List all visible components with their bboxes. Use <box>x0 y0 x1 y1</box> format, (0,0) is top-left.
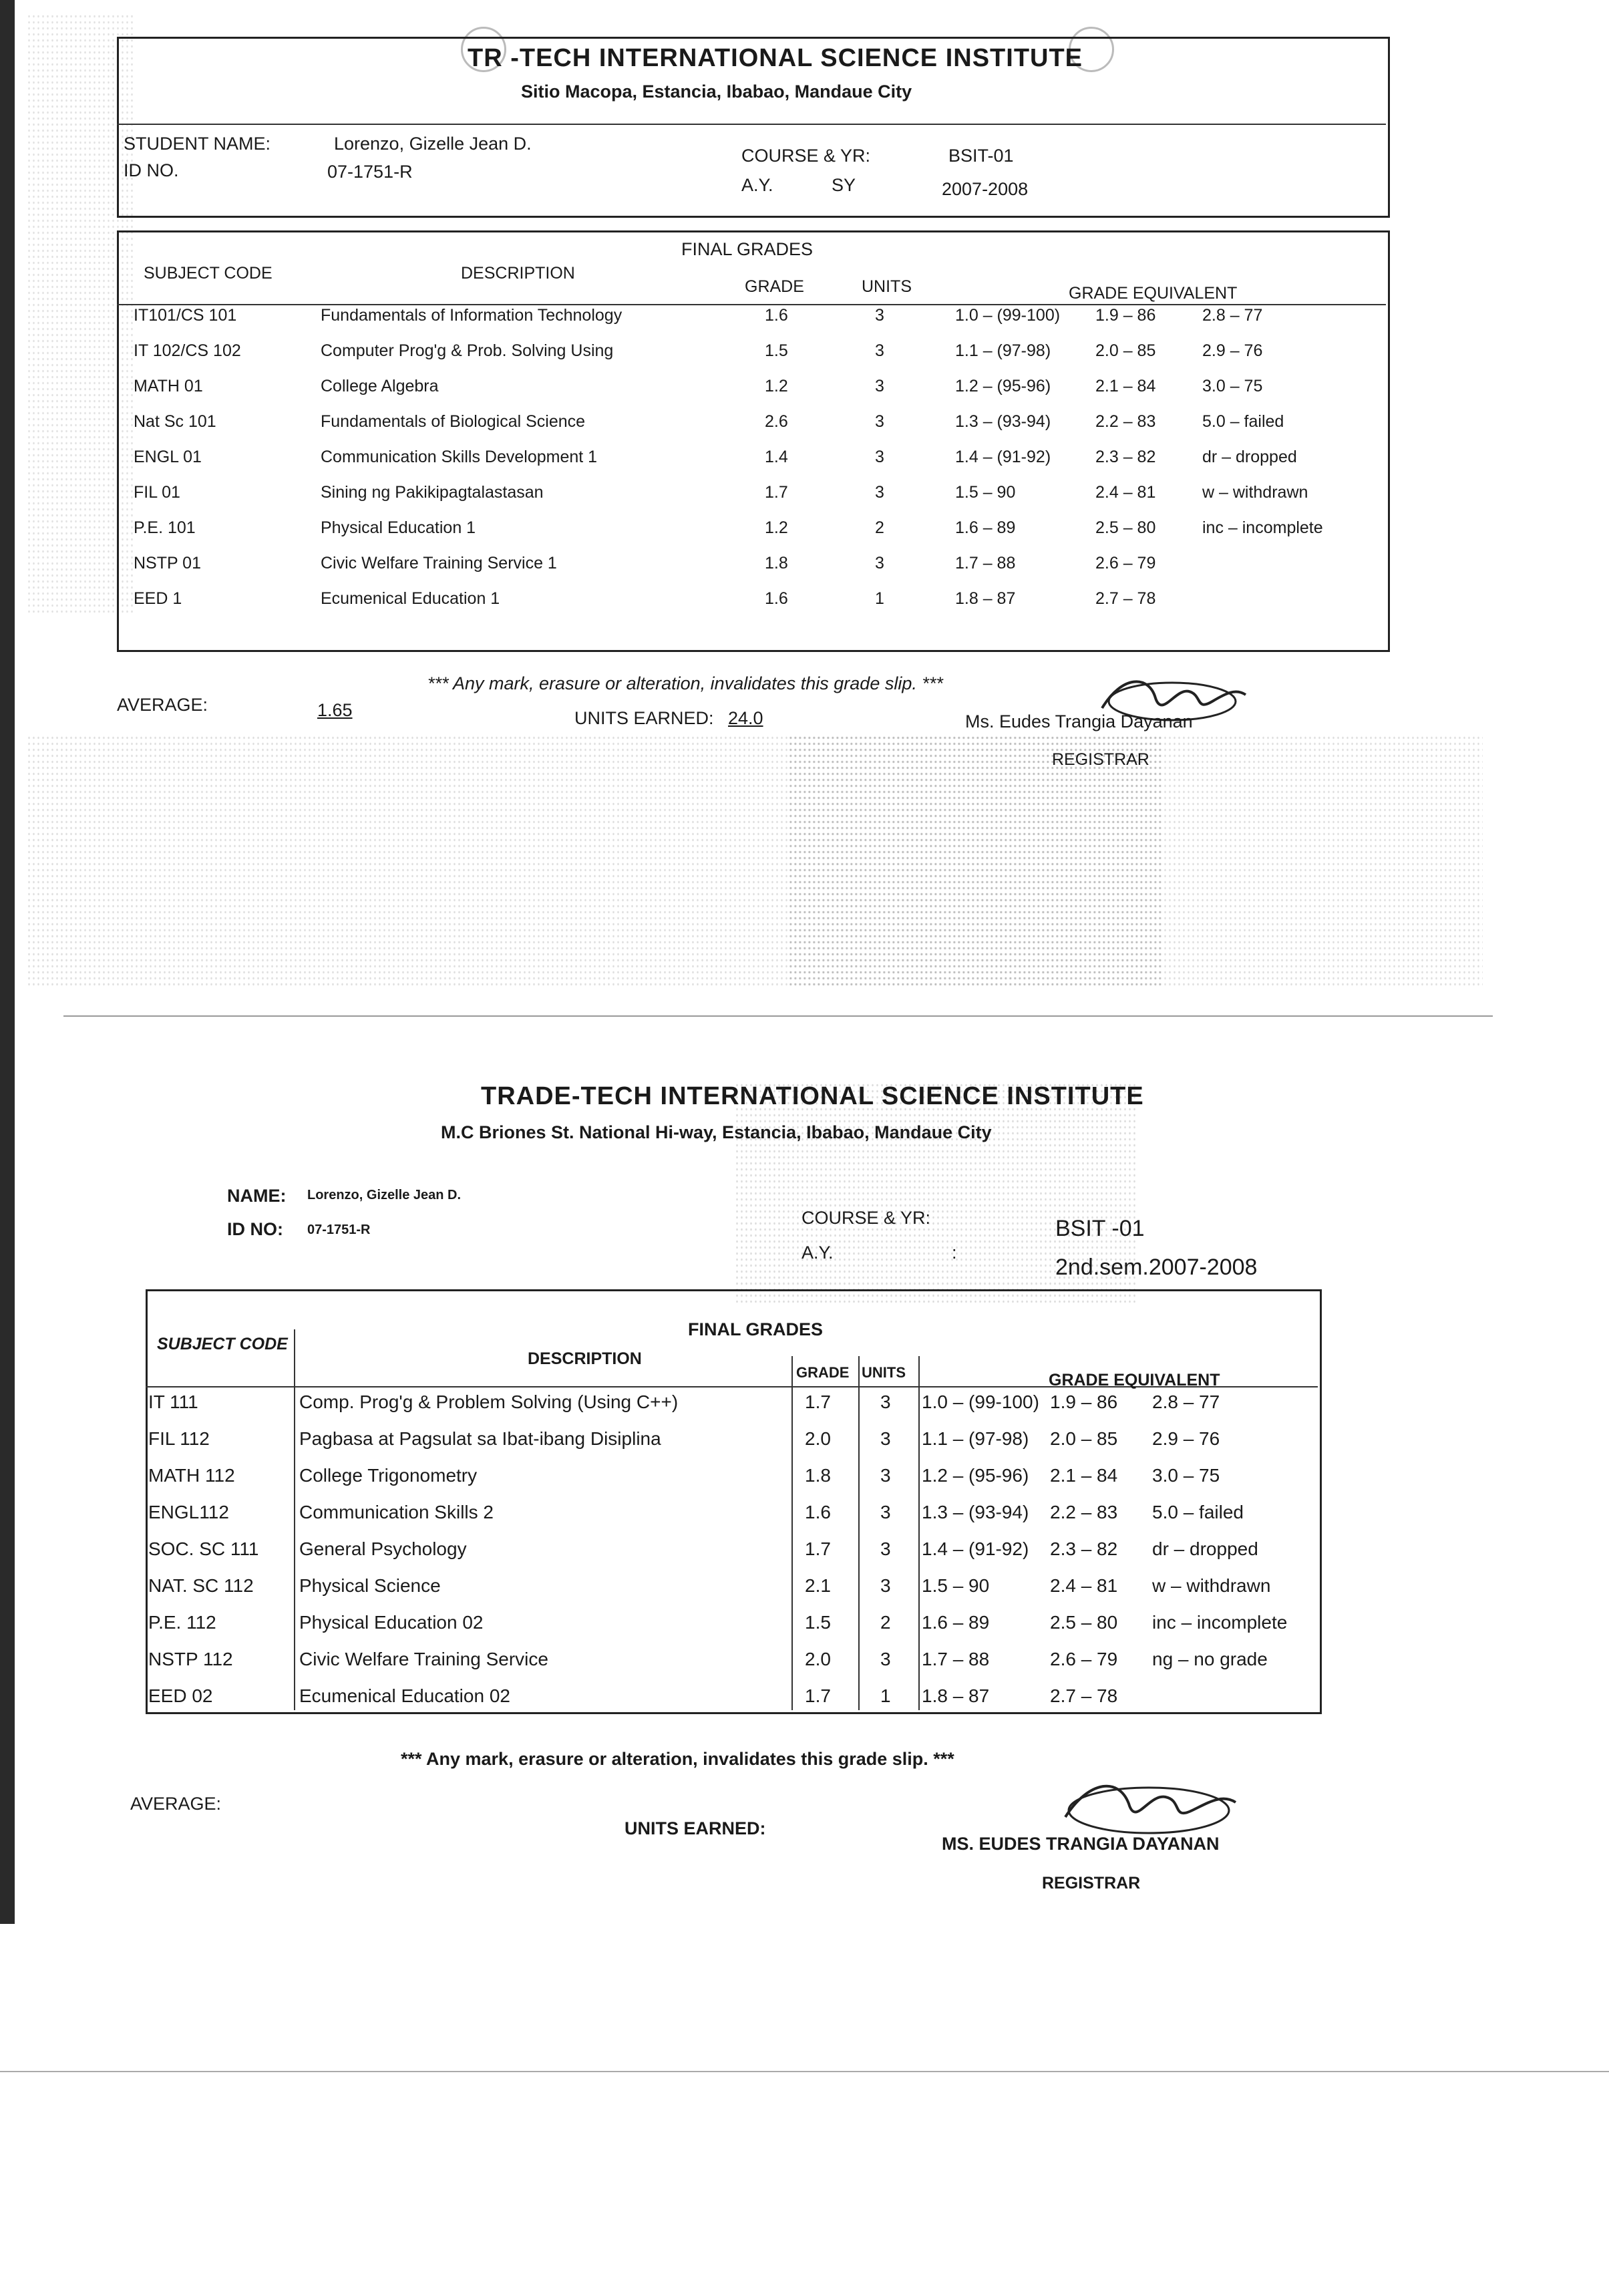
slip2-ay-label: A.Y. <box>801 1243 834 1263</box>
slip1-col-grade: GRADE <box>745 277 804 296</box>
cell-units: 3 <box>880 1465 891 1486</box>
slip1-course-label: COURSE & YR: <box>741 146 871 166</box>
cell-grade: 1.6 <box>805 1502 831 1522</box>
cell-eq3: w – withdrawn <box>1202 483 1308 502</box>
cell-eq2: 2.0 – 85 <box>1095 341 1156 360</box>
cell-eq1: 1.8 – 87 <box>955 589 1016 608</box>
cell-eq1: 1.4 – (91-92) <box>922 1538 1029 1559</box>
cell-grade: 2.6 <box>765 412 788 431</box>
slip1-ay-label: A.Y. <box>741 175 773 195</box>
cell-grade: 2.0 <box>805 1428 831 1449</box>
cell-grade: 1.6 <box>765 589 788 608</box>
cell-units: 3 <box>875 341 884 360</box>
fold-line <box>63 1015 1493 1017</box>
cell-eq1: 1.7 – 88 <box>955 554 1016 572</box>
cell-desc: Physical Science <box>299 1575 441 1596</box>
cell-eq2: 2.6 – 79 <box>1095 554 1156 572</box>
cell-code: IT 111 <box>148 1391 198 1412</box>
cell-units: 2 <box>880 1612 891 1633</box>
cell-desc: Civic Welfare Training Service <box>299 1649 548 1669</box>
slip1-col-units: UNITS <box>862 277 912 296</box>
cell-desc: Communication Skills Development 1 <box>321 448 598 466</box>
cell-eq3: ng – no grade <box>1152 1649 1268 1669</box>
cell-eq2: 1.9 – 86 <box>1050 1391 1118 1412</box>
cell-eq2: 2.6 – 79 <box>1050 1649 1118 1669</box>
cell-units: 1 <box>875 589 884 608</box>
cell-desc: Physical Education 02 <box>299 1612 484 1633</box>
cell-eq3: dr – dropped <box>1152 1538 1258 1559</box>
cell-units: 3 <box>880 1649 891 1669</box>
slip1-school-name: TR -TECH INTERNATIONAL SCIENCE INSTITUTE <box>468 44 1083 72</box>
slip2-course-label: COURSE & YR: <box>801 1208 931 1228</box>
page-bottom-edge <box>0 2071 1609 2072</box>
cell-eq2: 2.7 – 78 <box>1095 589 1156 608</box>
slip2-col-description: DESCRIPTION <box>528 1349 642 1368</box>
cell-eq3: inc – incomplete <box>1152 1612 1288 1633</box>
cell-eq3: w – withdrawn <box>1152 1575 1271 1596</box>
slip1-id-value: 07-1751-R <box>327 162 413 182</box>
cell-eq1: 1.8 – 87 <box>922 1685 990 1706</box>
slip2-col-subject-code: SUBJECT CODE <box>157 1335 288 1353</box>
cell-desc: Civic Welfare Training Service 1 <box>321 554 557 572</box>
cell-grade: 1.5 <box>765 341 788 360</box>
slip1-student-name: Lorenzo, Gizelle Jean D. <box>334 134 532 154</box>
cell-desc: General Psychology <box>299 1538 467 1559</box>
cell-code: ENGL112 <box>148 1502 229 1522</box>
cell-units: 3 <box>875 412 884 431</box>
cell-desc: Computer Prog'g & Prob. Solving Using <box>321 341 614 360</box>
cell-code: P.E. 101 <box>134 518 196 537</box>
cell-eq1: 1.1 – (97-98) <box>922 1428 1029 1449</box>
slip1-units-earned-value: 24.0 <box>728 708 763 728</box>
slip2-col-units: UNITS <box>862 1364 906 1381</box>
slip2-col-divider <box>791 1356 793 1710</box>
cell-code: Nat Sc 101 <box>134 412 216 431</box>
slip2-id-label: ID NO: <box>227 1219 283 1239</box>
cell-grade: 2.0 <box>805 1649 831 1669</box>
cell-units: 1 <box>880 1685 891 1706</box>
cell-eq1: 1.2 – (95-96) <box>922 1465 1029 1486</box>
cell-code: ENGL 01 <box>134 448 202 466</box>
slip2-ay-value: 2nd.sem.2007-2008 <box>1055 1255 1258 1280</box>
cell-eq3: 3.0 – 75 <box>1202 377 1263 395</box>
slip2-school-name: TRADE-TECH INTERNATIONAL SCIENCE INSTITUTE <box>481 1082 1144 1110</box>
slip1-average-label: AVERAGE: <box>117 695 208 715</box>
cell-desc: Comp. Prog'g & Problem Solving (Using C++) <box>299 1391 679 1412</box>
cell-eq1: 1.3 – (93-94) <box>922 1502 1029 1522</box>
cell-desc: Ecumenical Education 1 <box>321 589 500 608</box>
cell-eq2: 2.1 – 84 <box>1095 377 1156 395</box>
slip1-student-name-label: STUDENT NAME: <box>124 134 271 154</box>
cell-grade: 1.7 <box>765 483 788 502</box>
cell-code: SOC. SC 111 <box>148 1538 259 1559</box>
slip1-final-grades-label: FINAL GRADES <box>681 239 814 259</box>
slip1-registrar-title: REGISTRAR <box>1052 750 1149 769</box>
cell-units: 3 <box>880 1575 891 1596</box>
cell-eq1: 1.5 – 90 <box>955 483 1016 502</box>
cell-units: 3 <box>880 1538 891 1559</box>
cell-eq2: 2.1 – 84 <box>1050 1465 1118 1486</box>
slip1-col-description: DESCRIPTION <box>461 264 575 283</box>
scan-noise <box>27 735 1483 989</box>
cell-code: IT101/CS 101 <box>134 306 237 325</box>
cell-eq2: 2.2 – 83 <box>1050 1502 1118 1522</box>
cell-units: 3 <box>875 554 884 572</box>
cell-desc: Sining ng Pakikipagtalastasan <box>321 483 544 502</box>
cell-code: FIL 01 <box>134 483 180 502</box>
slip2-registrar-title: REGISTRAR <box>1042 1874 1141 1893</box>
cell-grade: 2.1 <box>805 1575 831 1596</box>
slip2-final-grades-label: FINAL GRADES <box>688 1319 824 1339</box>
cell-code: FIL 112 <box>148 1428 210 1449</box>
cell-desc: Pagbasa at Pagsulat sa Ibat-ibang Disiplina <box>299 1428 661 1449</box>
cell-desc: College Algebra <box>321 377 439 395</box>
cell-eq3: 2.9 – 76 <box>1152 1428 1220 1449</box>
cell-grade: 1.7 <box>805 1391 831 1412</box>
slip2-registrar-name: MS. EUDES TRANGIA DAYANAN <box>942 1834 1220 1854</box>
slip1-col-grade-equivalent: GRADE EQUIVALENT <box>1069 284 1238 303</box>
cell-code: EED 02 <box>148 1685 213 1706</box>
cell-code: MATH 112 <box>148 1465 235 1486</box>
cell-code: IT 102/CS 102 <box>134 341 241 360</box>
slip2-ay-colon: : <box>952 1243 957 1263</box>
slip2-col-grade-equivalent: GRADE EQUIVALENT <box>1049 1371 1220 1389</box>
cell-eq1: 1.1 – (97-98) <box>955 341 1051 360</box>
cell-code: MATH 01 <box>134 377 203 395</box>
slip1-registrar-name: Ms. Eudes Trangia Dayanan <box>965 711 1193 731</box>
cell-eq2: 2.3 – 82 <box>1095 448 1156 466</box>
slip1-ay-sem: SY <box>832 175 856 195</box>
cell-eq2: 2.4 – 81 <box>1095 483 1156 502</box>
cell-code: NAT. SC 112 <box>148 1575 254 1596</box>
slip1-col-subject-code: SUBJECT CODE <box>144 264 273 283</box>
slip2-notice: *** Any mark, erasure or alteration, invalidates this grade slip. *** <box>401 1749 954 1769</box>
cell-eq2: 2.3 – 82 <box>1050 1538 1118 1559</box>
cell-eq2: 2.4 – 81 <box>1050 1575 1118 1596</box>
slip2-average-label: AVERAGE: <box>130 1794 222 1814</box>
cell-grade: 1.8 <box>765 554 788 572</box>
slip1-units-earned-label: UNITS EARNED: <box>574 708 714 728</box>
slip2-col-divider <box>918 1356 920 1710</box>
cell-eq3: 2.9 – 76 <box>1202 341 1263 360</box>
cell-grade: 1.7 <box>805 1538 831 1559</box>
cell-units: 3 <box>875 377 884 395</box>
slip1-average-value: 1.65 <box>317 700 353 720</box>
slip2-name-label: NAME: <box>227 1186 287 1206</box>
cell-units: 3 <box>880 1391 891 1412</box>
slip1-ay-value: 2007-2008 <box>942 179 1029 199</box>
cell-code: P.E. 112 <box>148 1612 216 1633</box>
slip2-units-earned-label: UNITS EARNED: <box>624 1818 766 1838</box>
cell-eq2: 2.7 – 78 <box>1050 1685 1118 1706</box>
cell-eq2: 2.5 – 80 <box>1095 518 1156 537</box>
cell-eq1: 1.0 – (99-100) <box>922 1391 1039 1412</box>
cell-eq3: 3.0 – 75 <box>1152 1465 1220 1486</box>
cell-grade: 1.6 <box>765 306 788 325</box>
scan-dark-edge <box>0 0 15 1924</box>
cell-grade: 1.4 <box>765 448 788 466</box>
cell-desc: College Trigonometry <box>299 1465 478 1486</box>
cell-grade: 1.8 <box>805 1465 831 1486</box>
cell-eq3: 5.0 – failed <box>1202 412 1284 431</box>
slip1-table-rule <box>117 304 1386 305</box>
cell-eq3: 2.8 – 77 <box>1202 306 1263 325</box>
cell-eq1: 1.3 – (93-94) <box>955 412 1051 431</box>
cell-desc: Fundamentals of Biological Science <box>321 412 586 431</box>
slip2-col-grade: GRADE <box>796 1364 850 1381</box>
slip2-id-value: 07-1751-R <box>307 1222 371 1237</box>
cell-eq3: inc – incomplete <box>1202 518 1323 537</box>
cell-eq1: 1.0 – (99-100) <box>955 306 1061 325</box>
slip1-header-rule <box>117 124 1386 125</box>
slip1-course-value: BSIT-01 <box>948 146 1014 166</box>
cell-grade: 1.5 <box>805 1612 831 1633</box>
cell-units: 3 <box>875 448 884 466</box>
cell-eq2: 2.5 – 80 <box>1050 1612 1118 1633</box>
cell-eq1: 1.6 – 89 <box>955 518 1016 537</box>
cell-units: 2 <box>875 518 884 537</box>
cell-eq2: 2.2 – 83 <box>1095 412 1156 431</box>
scan-noise <box>788 735 1162 989</box>
cell-eq2: 1.9 – 86 <box>1095 306 1156 325</box>
cell-eq1: 1.7 – 88 <box>922 1649 990 1669</box>
slip2-col-divider <box>858 1356 860 1710</box>
cell-grade: 1.2 <box>765 377 788 395</box>
cell-units: 3 <box>880 1428 891 1449</box>
cell-grade: 1.7 <box>805 1685 831 1706</box>
slip2-address: M.C Briones St. National Hi-way, Estancia, Ibabao, Mandaue City <box>441 1122 992 1142</box>
cell-eq1: 1.5 – 90 <box>922 1575 990 1596</box>
cell-desc: Fundamentals of Information Technology <box>321 306 622 325</box>
cell-eq1: 1.2 – (95-96) <box>955 377 1051 395</box>
cell-desc: Communication Skills 2 <box>299 1502 494 1522</box>
cell-code: NSTP 01 <box>134 554 201 572</box>
slip1-id-label: ID NO. <box>124 160 179 180</box>
cell-eq2: 2.0 – 85 <box>1050 1428 1118 1449</box>
slip2-name-value: Lorenzo, Gizelle Jean D. <box>307 1188 462 1202</box>
slip2-course-value: BSIT -01 <box>1055 1216 1145 1241</box>
cell-eq1: 1.4 – (91-92) <box>955 448 1051 466</box>
cell-units: 3 <box>875 306 884 325</box>
cell-code: EED 1 <box>134 589 182 608</box>
cell-units: 3 <box>875 483 884 502</box>
cell-eq3: dr – dropped <box>1202 448 1297 466</box>
cell-grade: 1.2 <box>765 518 788 537</box>
cell-eq3: 2.8 – 77 <box>1152 1391 1220 1412</box>
cell-code: NSTP 112 <box>148 1649 233 1669</box>
cell-eq3: 5.0 – failed <box>1152 1502 1244 1522</box>
slip1-address: Sitio Macopa, Estancia, Ibabao, Mandaue City <box>521 81 912 102</box>
cell-desc: Ecumenical Education 02 <box>299 1685 510 1706</box>
cell-eq1: 1.6 – 89 <box>922 1612 990 1633</box>
cell-units: 3 <box>880 1502 891 1522</box>
cell-desc: Physical Education 1 <box>321 518 476 537</box>
slip1-notice: *** Any mark, erasure or alteration, invalidates this grade slip. *** <box>427 673 943 693</box>
